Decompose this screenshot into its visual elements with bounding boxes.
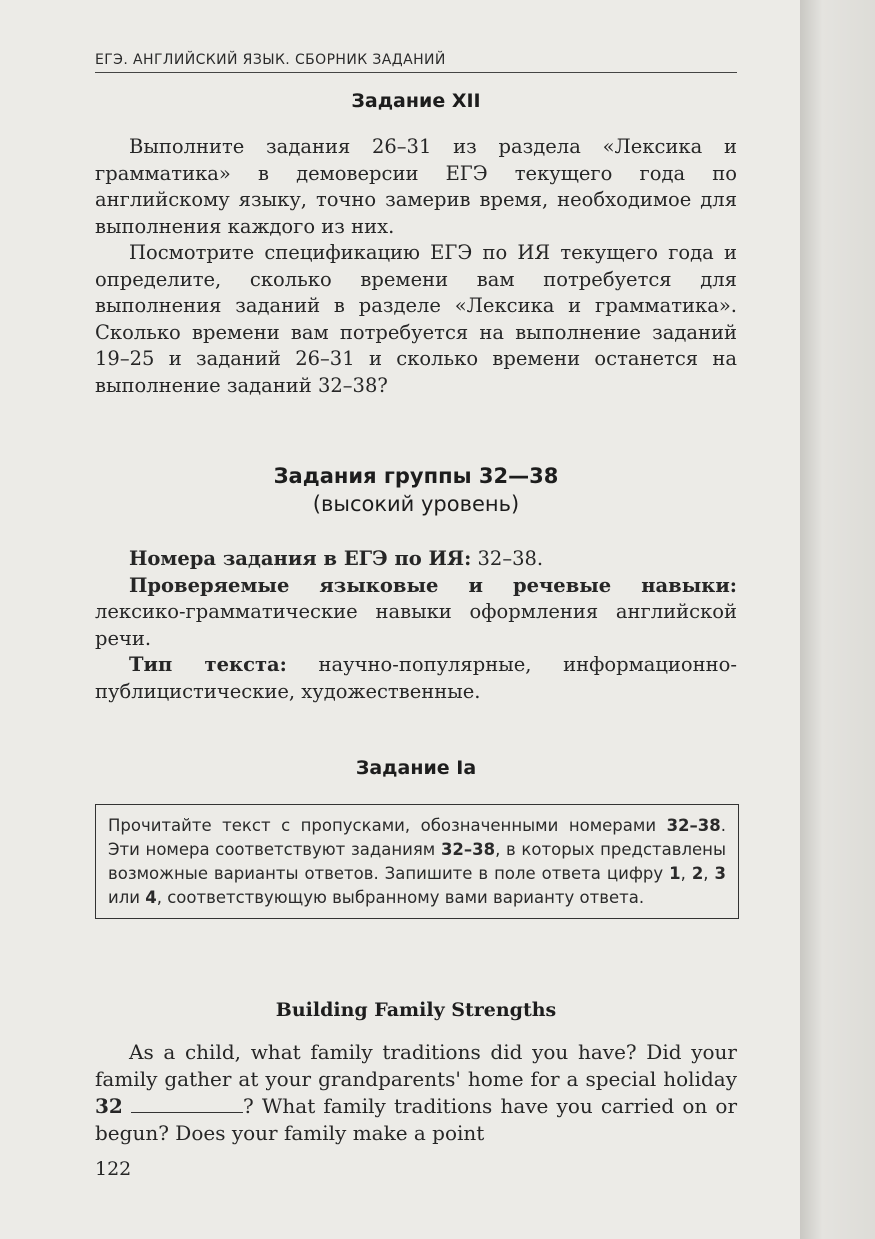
task-xii-paragraph-1: Выполните задания 26–31 из раздела «Лексика и грамматика» в демоверсии ЕГЭ текущего года по английскому языку, точно замерив время, необходимое для выполнения каждого из них. [95, 135, 737, 238]
numbers-label: Номера задания в ЕГЭ по ИЯ: [129, 547, 472, 570]
instruction-text: , соответствующую выбранному вами варианту ответа. [156, 888, 645, 907]
instruction-text: , [703, 864, 715, 883]
reading-text [95, 1039, 737, 1147]
instruction-box [95, 804, 739, 919]
task-xii-title: Задание XII [351, 90, 481, 112]
group-subtitle: (высокий уровень) [312, 492, 520, 516]
reading-title: Building Family Strengths [275, 999, 557, 1021]
text-type-line [95, 652, 737, 705]
answer-gap [131, 1096, 243, 1113]
instruction-digit-4: 4 [145, 888, 157, 907]
reading-text-before-gap: As a child, what family traditions did you have? Did your family gather at your grandparents' home for a special holiday [95, 1040, 737, 1091]
task-ia-title: Задание Ia [355, 757, 477, 779]
instruction-text: , [680, 864, 692, 883]
skills-label: Проверяемые языковые и речевые навыки: [129, 573, 737, 597]
group-info [95, 546, 737, 705]
instruction-text: Прочитайте текст с пропусками, обозначенными номерами [108, 816, 667, 835]
task-xii-body [95, 134, 737, 399]
instruction-text: или [108, 888, 146, 907]
reading-text-after-gap: ? What family traditions have you carried on or begun? Does your family make a point [95, 1094, 738, 1145]
task-xii-paragraph-2: Посмотрите спецификацию ЕГЭ по ИЯ текущего года и определите, сколько времени вам потребуется для выполнения заданий в разделе «Лексика и грамматика». Сколько времени вам потребуется на выполнение заданий 19–25 и заданий 26–31 и сколько времени останется на выполнение заданий 32–38? [95, 241, 737, 397]
group-title: Задания группы 32—38 [273, 464, 559, 488]
instruction-text: . Эти номера соответствуют заданиям [108, 816, 726, 859]
text-type-label: Тип текста: [129, 653, 287, 676]
skills-line [95, 573, 737, 653]
running-header: ЕГЭ. АНГЛИЙСКИЙ ЯЗЫК. СБОРНИК ЗАДАНИЙ [95, 52, 737, 73]
page-number: 122 [95, 1158, 132, 1180]
instruction-digit-3: 3 [714, 864, 726, 883]
skills-value: лексико-грамматические навыки оформления английской речи. [95, 600, 737, 650]
gap-number: 32 [95, 1094, 123, 1118]
text-type-value: научно-популярные, информационно-публицистические, художественные. [95, 653, 737, 703]
instruction-range-2: 32–38 [440, 840, 496, 859]
instruction-digit-1: 1 [669, 864, 681, 883]
numbers-value: 32–38. [471, 547, 544, 570]
page-edge-shadow [800, 0, 875, 1239]
instruction-digit-2: 2 [691, 864, 704, 883]
instruction-text: , в которых представлены возможные варианты ответов. Запишите в поле ответа цифру [108, 840, 726, 883]
reading-paragraph [95, 1039, 737, 1147]
instruction-range-1: 32–38 [666, 816, 721, 835]
numbers-line [95, 546, 737, 573]
